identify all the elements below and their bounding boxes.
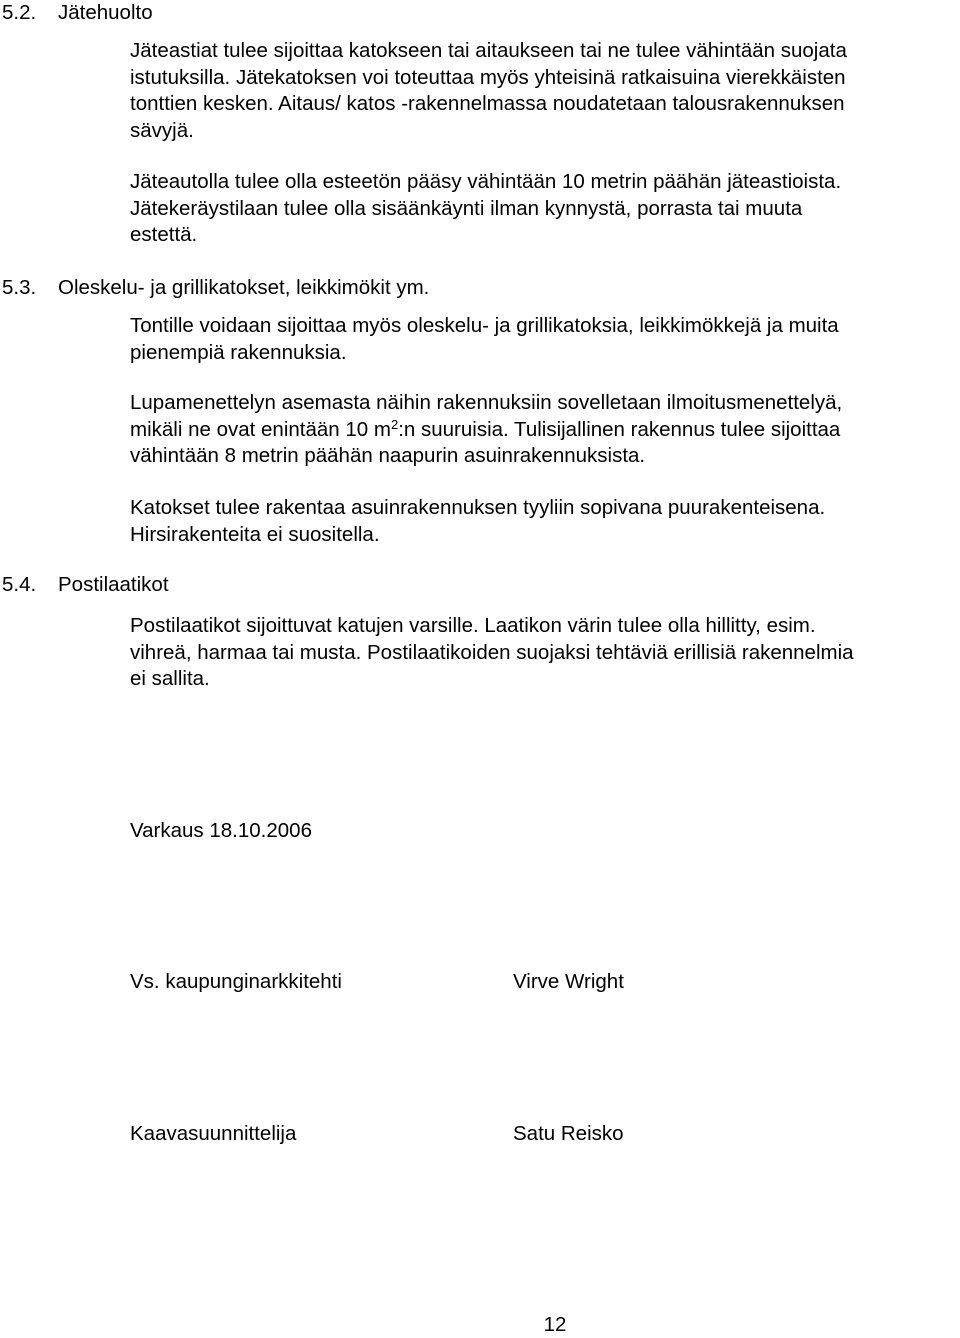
signature-role: Kaavasuunnittelija	[130, 1122, 297, 1145]
text-line: Postilaatikot sijoittuvat katujen varsille. Laatikon värin tulee olla hillitty, esim.	[130, 614, 816, 637]
superscript: 2	[390, 416, 399, 432]
section-heading-postilaatikot	[2, 572, 169, 598]
text-line: Jäteautolla tulee olla esteetön pääsy vähintään 10 metrin päähän jäteastioista.	[130, 170, 842, 193]
text-line: vähintään 8 metrin päähän naapurin asuinrakennuksista.	[130, 444, 646, 467]
signature-name: Virve Wright	[513, 970, 624, 993]
text-line: vihreä, harmaa tai musta. Postilaatikoiden suojaksi tehtäviä erillisiä rakennelmia	[130, 640, 854, 664]
text-line: ei sallita.	[130, 667, 210, 690]
text-fragment: mikäli ne ovat enintään 10 m	[130, 417, 391, 441]
text-line: tonttien kesken. Aitaus/ katos -rakennelmassa noudatetaan talousrakennuksen	[130, 92, 845, 115]
text-line: pienempiä rakennuksia.	[130, 340, 347, 364]
text-line: Jätekeräystilaan tulee olla sisäänkäynti ilman kynnystä, porrasta tai muuta	[130, 196, 803, 220]
section-number: 5.2.	[2, 1, 37, 24]
section-title: Postilaatikot	[58, 573, 169, 596]
section-heading-jatehuolto	[2, 0, 153, 26]
signature-role: Vs. kaupunginarkkitehti	[130, 970, 342, 993]
place-date: Varkaus 18.10.2006	[130, 819, 312, 842]
section-title: Jätehuolto	[58, 1, 153, 24]
section-number: 5.3.	[2, 276, 37, 299]
text-fragment: :n suuruisia. Tulisijallinen rakennus tulee sijoittaa	[398, 417, 841, 441]
signature-name: Satu Reisko	[513, 1122, 624, 1145]
text-line: Hirsirakenteita ei suositella.	[130, 522, 380, 546]
section-heading-oleskelu	[2, 275, 429, 301]
paragraph	[130, 169, 960, 249]
paragraph	[130, 495, 960, 548]
page-number: 12	[543, 1313, 567, 1336]
section-number: 5.4.	[2, 573, 37, 596]
text-line	[130, 417, 960, 444]
section-title: Oleskelu- ja grillikatokset, leikkimökit ym.	[58, 276, 430, 299]
text-line: Tontille voidaan sijoittaa myös oleskelu- ja grillikatoksia, leikkimökkejä ja muita	[130, 314, 839, 337]
paragraph	[130, 38, 960, 144]
text-line: Katokset tulee rakentaa asuinrakennuksen tyyliin sopivana puurakenteisena.	[130, 496, 826, 519]
text-line: Lupamenettelyn asemasta näihin rakennuksiin sovelletaan ilmoitusmenettelyä,	[130, 391, 843, 414]
paragraph	[130, 313, 960, 366]
paragraph	[130, 613, 960, 693]
paragraph	[130, 390, 960, 470]
text-line: sävyjä.	[130, 118, 194, 142]
text-line: estettä.	[130, 223, 198, 246]
text-line: Jäteastiat tulee sijoittaa katokseen tai aitaukseen tai ne tulee vähintään suojata	[130, 39, 847, 62]
text-line: istutuksilla. Jätekatoksen voi toteuttaa myös yhteisinä ratkaisuina vierekkäisten	[130, 65, 846, 89]
